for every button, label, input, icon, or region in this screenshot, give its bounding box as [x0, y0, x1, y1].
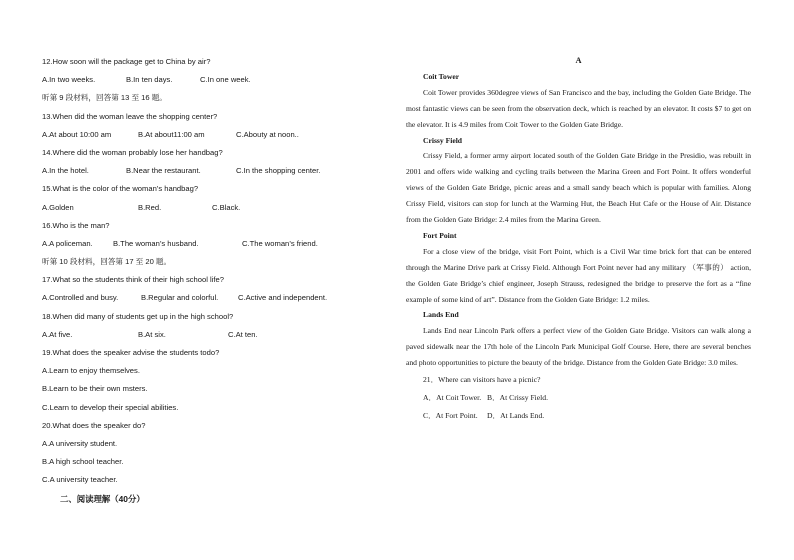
option-a: A.In the hotel.	[42, 166, 89, 176]
option-a: A.In two weeks.	[42, 75, 96, 85]
options-row	[42, 235, 372, 253]
option-b: B.The woman’s husband.	[113, 238, 199, 248]
text-line: 听第 9 段材料，回答第 13 至 16 题。	[42, 93, 167, 103]
text-line: C.Learn to develop their special abilities.	[42, 402, 179, 412]
option-b: B.Regular and colorful.	[141, 293, 219, 303]
attraction-heading: Coit Tower	[423, 71, 460, 81]
attraction-paragraph: Crissy Field, a former army airport located south of the Golden Gate Bridge in the Presidio, was rebuilt in 2001 and offers wide walking and cycling trails between the Marina Green and Fort Point. It offers wonderful views of the Golden Gate Bridge, picnic areas and a small sandy beach which is popular with families. Along Crissy Field, visitors can stop for lunch at the Warming Hut, the Beach Hut Cafe or the House of Air. Distance from the Golden Gate Bridge: 2.4 miles from the Marina Green.	[406, 151, 751, 225]
options-row	[42, 199, 372, 217]
question-stem: 12.How soon will the package get to China by air?	[42, 57, 211, 66]
option-c: C.The woman’s friend.	[242, 238, 318, 248]
options-row	[42, 326, 372, 344]
option-c: C.Aboutу at noon..	[236, 129, 299, 139]
question-stem: 20.What does the speaker do?	[42, 420, 146, 430]
option-b: B.At about11:00 am	[138, 129, 205, 139]
attraction-paragraph: Coit Tower provides 360degree views of San Francisco and the bay, including the Golden Gate Bridge. The most fantastic views can be seen from the observation deck, which is reached by an elevator. It costs $7 to get on the elevator. It is 4.9 miles from Coit Tower to the Golden Gate Bridge.	[406, 87, 751, 129]
listening-questions	[42, 53, 372, 508]
text-line: 听第 10 段材料，回答第 17 至 20 题。	[42, 257, 172, 267]
option-b: B．At Crissy Field.	[487, 393, 548, 403]
attraction-paragraph: For a close view of the bridge, visit Fort Point, which is a Civil War time brick fort that can be entered through the Marine Drive park at Crissy Field. Although Fort Point never had any military （军事的） action, the Golden Gate Bridge’s chief engineer, Joseph Strauss, redesigned the bridge to preserve the fort as a “fine example of some kind of art”. Distance from the Golden Gate Bridge: 1.2 miles.	[406, 246, 751, 304]
question-stem: 16.Who is the man?	[42, 220, 110, 230]
option-a: A.A policeman.	[42, 238, 93, 248]
attraction-heading: Lands End	[423, 310, 459, 320]
section-title: 二、阅读理解（40分）	[60, 493, 145, 504]
option-a: A.Controlled and busy.	[42, 293, 119, 303]
reading-passage-a	[406, 53, 751, 425]
question-stem: 18.When did many of students get up in the high school?	[42, 311, 234, 321]
option-b: B.In ten days.	[126, 75, 173, 85]
question-21-options-row-2	[406, 407, 751, 425]
text-line: B.Learn to be their own msters.	[42, 384, 148, 394]
option-b: B.At six.	[138, 329, 166, 339]
options-row	[42, 289, 372, 307]
passage-heading: A	[575, 56, 582, 65]
attraction-heading: Crissy Field	[423, 135, 463, 145]
text-line: B.A high school teacher.	[42, 457, 124, 467]
text-line: C.A university teacher.	[42, 475, 118, 485]
options-row	[42, 126, 372, 144]
option-c: C.Active and independent.	[238, 293, 328, 303]
option-a: A.Golden	[42, 202, 74, 212]
option-c: C.In the shopping center.	[236, 166, 321, 176]
option-b: B.Red.	[138, 202, 162, 212]
attraction-paragraph: Lands End near Lincoln Park offers a perfect view of the Golden Gate Bridge. Visitors can walk along a paved sidewalk near the 17th hole of the Lincoln Park Municipal Golf Course. Here, there are several benches and photo opportunities to picture the beauty of the bridge. Distance from the Golden Gate Bridge: 3.0 miles.	[406, 326, 751, 368]
option-b: B.Near the restaurant.	[126, 166, 201, 176]
question-21: 21．Where can visitors have a picnic?	[423, 375, 541, 385]
attraction-heading: Fort Point	[423, 230, 457, 240]
options-row	[42, 162, 372, 180]
text-line: A.Learn to enjoy themselves.	[42, 366, 140, 376]
option-c: C．At Fort Point.	[423, 411, 478, 421]
question-stem: 14.Where did the woman probably lose her handbag?	[42, 147, 223, 157]
option-c: C.In one week.	[200, 75, 251, 85]
option-a: A．At Coit Tower.	[423, 393, 482, 403]
question-stem: 17.What so the students think of their high school life?	[42, 275, 224, 285]
question-stem: 19.What does the speaker advise the students todo?	[42, 348, 220, 357]
option-d: D．At Lands End.	[487, 411, 545, 421]
options-row	[42, 71, 372, 89]
option-c: C.Black.	[212, 202, 241, 212]
text-line: A.A university student.	[42, 438, 118, 448]
question-21-options-row-1	[406, 389, 751, 407]
question-stem: 13.When did the woman leave the shopping center?	[42, 111, 218, 121]
option-a: A.At five.	[42, 329, 73, 339]
option-c: C.At ten.	[228, 329, 258, 339]
question-stem: 15.What is the color of the woman’s handbag?	[42, 184, 199, 194]
option-a: A.At about 10:00 am	[42, 129, 112, 139]
